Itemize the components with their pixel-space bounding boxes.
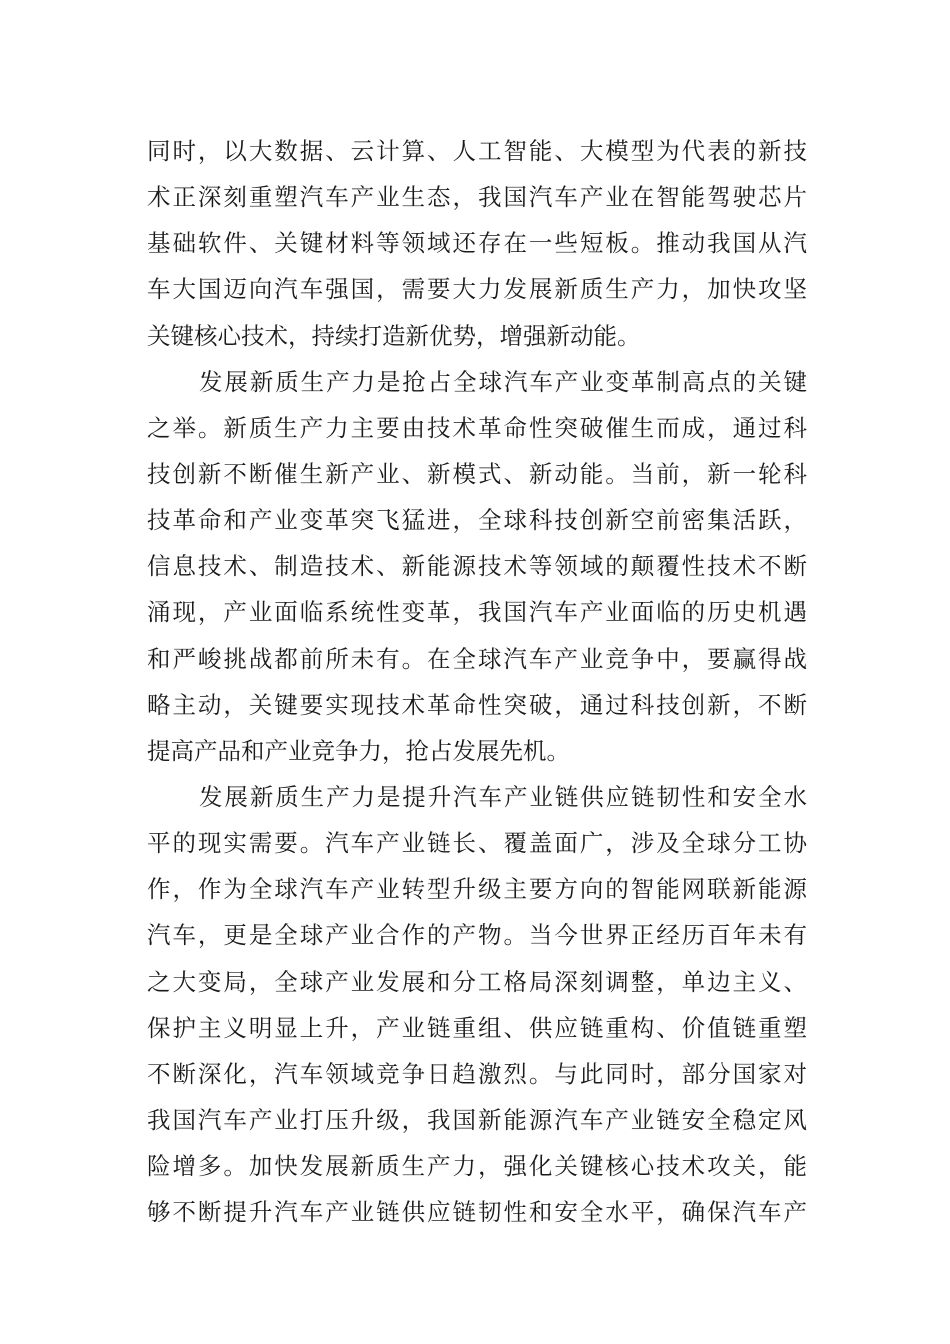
text-line: 同时，以大数据、云计算、人工智能、大模型为代表的新技 bbox=[147, 137, 807, 165]
text-line: 和严峻挑战都前所未有。在全球汽车产业竞争中，要赢得战 bbox=[147, 644, 807, 673]
text-line: 术正深刻重塑汽车产业生态，我国汽车产业在智能驾驶芯片 bbox=[147, 183, 807, 212]
text-line: 技革命和产业变革突飞猛进，全球科技创新空前密集活跃， bbox=[147, 506, 807, 535]
text-line: 保护主义明显上升，产业链重组、供应链重构、价值链重塑 bbox=[147, 1013, 807, 1042]
text-line: 之大变局，全球产业发展和分工格局深刻调整，单边主义、 bbox=[147, 967, 807, 996]
paragraph-2 bbox=[147, 359, 807, 774]
text-line: 发展新质生产力是抢占全球汽车产业变革制高点的关键 bbox=[199, 367, 807, 396]
text-line: 基础软件、关键材料等领域还存在一些短板。推动我国从汽 bbox=[147, 229, 807, 258]
text-line: 平的现实需要。汽车产业链长、覆盖面广，涉及全球分工协 bbox=[147, 829, 807, 858]
text-line: 之举。新质生产力主要由技术革命性突破催生而成，通过科 bbox=[147, 413, 807, 442]
text-line: 信息技术、制造技术、新能源技术等领域的颠覆性技术不断 bbox=[147, 552, 807, 581]
document-body bbox=[147, 128, 807, 1235]
text-line: 发展新质生产力是提升汽车产业链供应链韧性和安全水 bbox=[199, 782, 807, 811]
text-line: 提高产品和产业竞争力，抢占发展先机。 bbox=[147, 736, 570, 765]
paragraph-1 bbox=[147, 128, 807, 359]
text-line: 技创新不断催生新产业、新模式、新动能。当前，新一轮科 bbox=[147, 459, 807, 488]
text-line: 涌现，产业面临系统性变革，我国汽车产业面临的历史机遇 bbox=[147, 598, 807, 627]
text-line: 作，作为全球汽车产业转型升级主要方向的智能网联新能源 bbox=[147, 875, 807, 904]
text-line: 够不断提升汽车产业链供应链韧性和安全水平，确保汽车产 bbox=[147, 1198, 807, 1227]
text-line: 略主动，关键要实现技术革命性突破，通过科技创新，不断 bbox=[147, 690, 807, 719]
text-line: 我国汽车产业打压升级，我国新能源汽车产业链安全稳定风 bbox=[147, 1105, 807, 1134]
text-line: 汽车，更是全球产业合作的产物。当今世界正经历百年未有 bbox=[147, 921, 807, 950]
text-line: 关键核心技术，持续打造新优势，增强新动能。 bbox=[147, 321, 641, 350]
text-line: 车大国迈向汽车强国，需要大力发展新质生产力，加快攻坚 bbox=[147, 275, 807, 304]
text-line: 险增多。加快发展新质生产力，强化关键核心技术攻关，能 bbox=[147, 1152, 807, 1181]
paragraph-3 bbox=[147, 774, 807, 1235]
text-line: 不断深化，汽车领域竞争日趋激烈。与此同时，部分国家对 bbox=[147, 1059, 807, 1088]
